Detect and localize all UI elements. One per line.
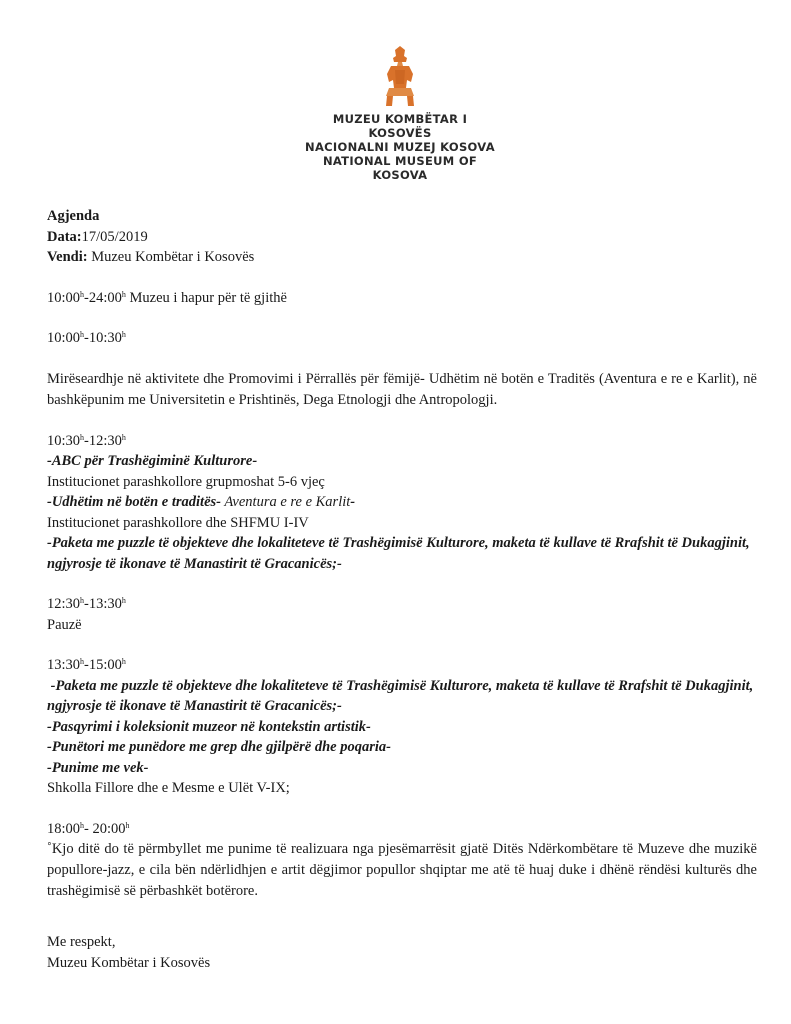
open-hours-text: Muzeu i hapur për të gjithë bbox=[125, 289, 287, 306]
activity-title: -Punëtori me punëdore me grep dhe gjilpërë dhe poqaria- bbox=[47, 739, 391, 755]
agenda-document bbox=[47, 206, 757, 973]
time-sup: h bbox=[80, 289, 85, 299]
activity-audience: Institucionet parashkollore grupmoshat 5-6 vjeç bbox=[47, 473, 325, 490]
activity-title-extra: Aventura e re e Karlit bbox=[221, 494, 351, 510]
time-sup: h bbox=[80, 330, 85, 339]
signature: Muzeu Kombëtar i Kosovës bbox=[47, 954, 211, 971]
welcome-paragraph: Mirëseardhje në aktivitete dhe Promovimi i Përrallës për fëmijë- Udhëtim në botën e Traditës (Aventura e re e Karlit), në bashkëpunim me Universitetin e Prishtinës, Dega Etnologji dhe Antropologji. bbox=[47, 370, 757, 408]
time-end: -24:00 bbox=[84, 289, 122, 306]
time-sup: h bbox=[80, 432, 85, 442]
closing-paragraph: ˚Kjo ditë do të përmbyllet me punime të realizuara nga pjesëmarrësit gjatë Ditës Ndërkombëtare të Muzeve dhe muzikë popullore-jazz, e cila bën ndërlidhjen e artit dëgjimor popullor shqiptar me atë të huaj duke i dhënë rëndësi kulturës dhe trashëgimisë së përbashkët botërore. bbox=[47, 841, 757, 899]
activity-title: -Paketa me puzzle të objekteve dhe lokaliteteve të Trashëgimisë Kulturore, maketa të kullave të Rrafshit të Dukagjinit, ngjyrosje të ikonave të Manastirit të Gracanicës;- bbox=[47, 535, 750, 572]
time-slot-welcome bbox=[47, 328, 757, 349]
time-slot-morning-activities bbox=[47, 431, 757, 452]
time-sup: h bbox=[121, 432, 126, 442]
activity-audience: Shkolla Fillore dhe e Mesme e Ulët V-IX; bbox=[47, 780, 290, 796]
time-sup: h bbox=[80, 657, 85, 666]
date-row bbox=[47, 227, 757, 248]
date-value: 17/05/2019 bbox=[81, 228, 148, 245]
time-slot-open-hours bbox=[47, 288, 757, 309]
time-start: 12:30 bbox=[47, 596, 81, 612]
activity-title: -ABC për Trashëgiminë Kulturore- bbox=[47, 453, 258, 469]
venue-row bbox=[47, 247, 757, 268]
venue-label: Vendi: bbox=[47, 249, 88, 265]
salutation: Me respekt, bbox=[47, 934, 116, 950]
activity-audience: Institucionet parashkollore dhe SHFMU I-IV bbox=[47, 514, 309, 531]
time-start: 10:00 bbox=[47, 289, 81, 306]
agenda-heading: Agjenda bbox=[47, 208, 100, 224]
activity-title-tail: - bbox=[350, 494, 356, 510]
time-end: -15:00 bbox=[84, 657, 122, 673]
time-end: -13:30 bbox=[84, 596, 122, 612]
time-end: -10:30 bbox=[84, 330, 122, 346]
org-name-albanian: MUZEU KOMBËTAR I KOSOVËS bbox=[332, 112, 468, 140]
museum-logo bbox=[300, 44, 500, 182]
museum-figurine-logo-icon bbox=[377, 44, 423, 108]
activity-title bbox=[47, 492, 757, 513]
time-sup: h bbox=[80, 596, 85, 605]
time-sup: h bbox=[125, 820, 130, 830]
time-end: - 20:00 bbox=[84, 820, 126, 837]
activity-title: -Punime me vek- bbox=[47, 759, 149, 776]
venue-value: Muzeu Kombëtar i Kosovës bbox=[87, 249, 255, 265]
time-start: 18:00 bbox=[47, 820, 81, 837]
time-sup: h bbox=[121, 657, 126, 666]
break-text: Pauzë bbox=[47, 616, 82, 633]
activity-title: -Paketa me puzzle të objekteve dhe lokaliteteve të Trashëgimisë Kulturore, maketa të kullave të Rrafshit të Dukagjinit, ngjyrosje të ikonave të Manastirit të Gracanicës;- bbox=[47, 677, 757, 714]
activity-title: -Pasqyrimi i koleksionit muzeor në kontekstin artistik- bbox=[47, 718, 371, 735]
time-end: -12:30 bbox=[84, 432, 122, 449]
time-start: 10:00 bbox=[47, 330, 81, 346]
org-name-serbian: NACIONALNI MUZEJ KOSOVA bbox=[305, 140, 495, 154]
time-sup: h bbox=[121, 596, 126, 605]
time-sup: h bbox=[121, 289, 126, 299]
time-start: 13:30 bbox=[47, 657, 81, 673]
time-sup: h bbox=[121, 330, 126, 339]
time-sup: h bbox=[80, 820, 85, 830]
time-slot-closing bbox=[47, 819, 757, 840]
date-label: Data: bbox=[47, 228, 82, 245]
time-slot-break bbox=[47, 594, 757, 615]
time-start: 10:30 bbox=[47, 432, 81, 449]
activity-title-main: -Udhëtim në botën e traditës- bbox=[47, 494, 221, 510]
org-name-english: NATIONAL MUSEUM OF KOSOVA bbox=[322, 154, 478, 182]
time-slot-afternoon-activities bbox=[47, 655, 757, 676]
